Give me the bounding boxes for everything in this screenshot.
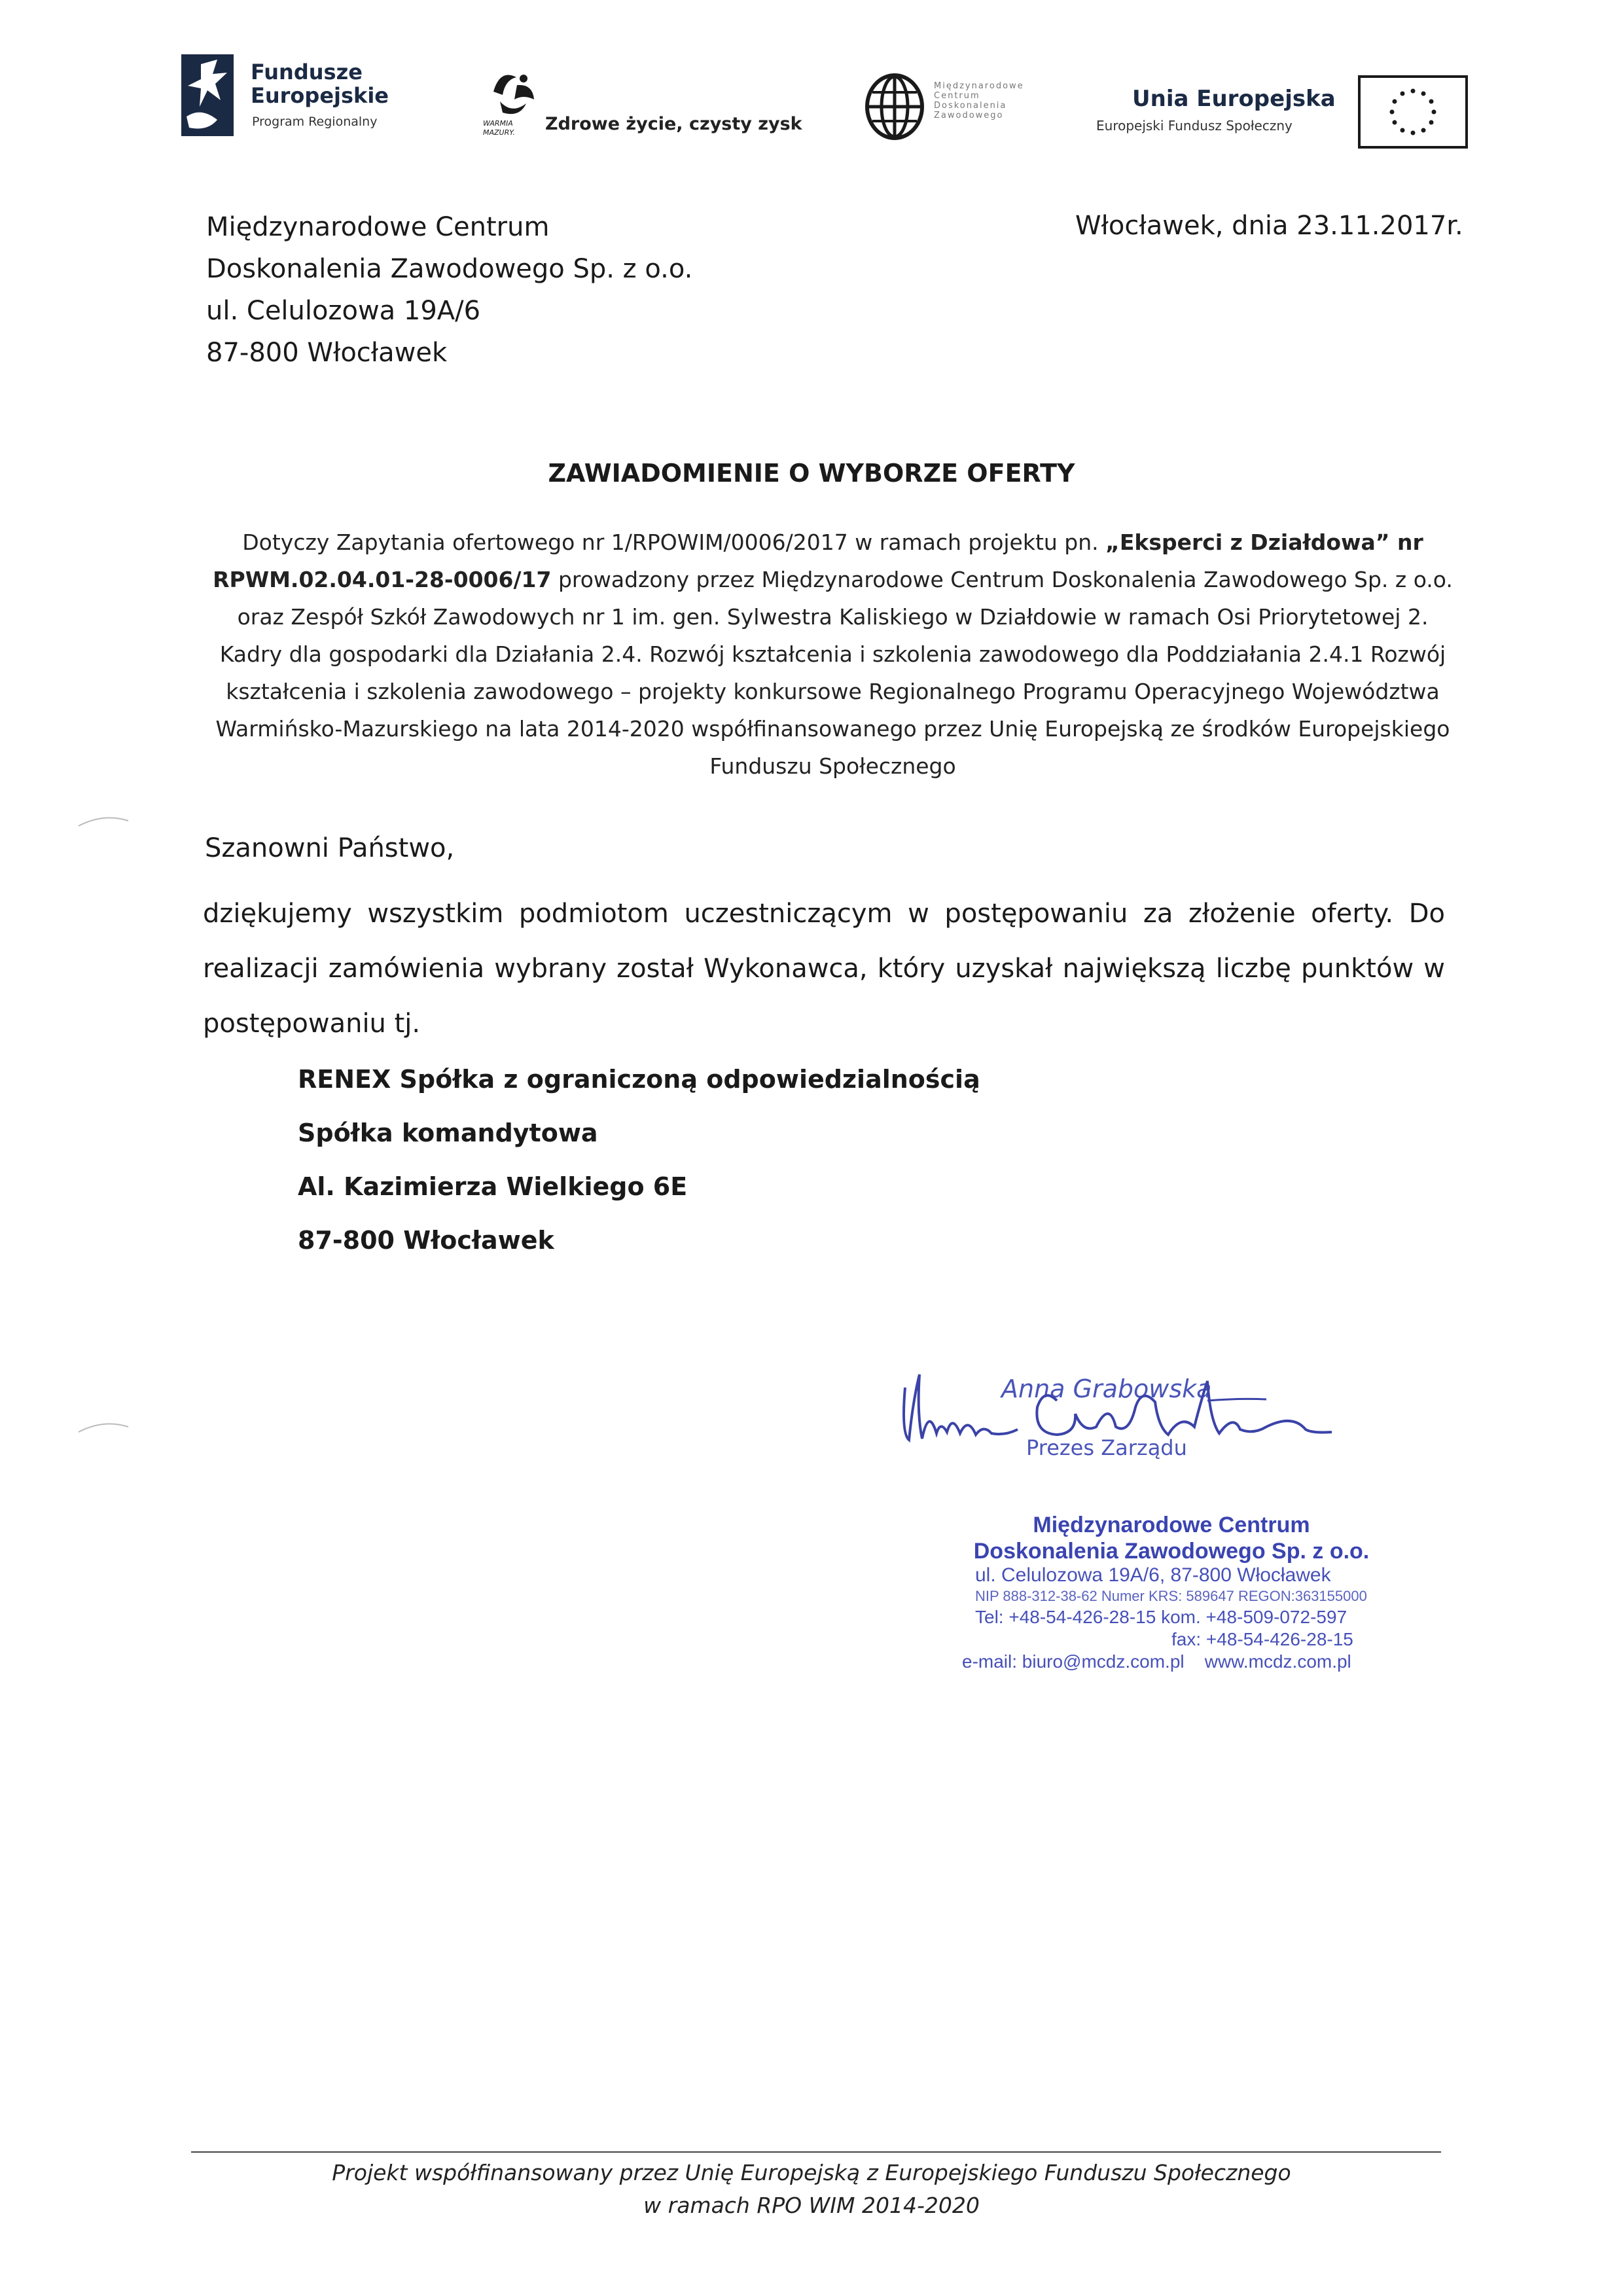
mcdz-logo-text [934,81,1024,120]
scan-mark [77,1412,130,1439]
subject-paragraph [213,524,1453,785]
footer-line: Projekt współfinansowany przez Unię Europejską z Europejskiego Funduszu Społecznego [332,2160,1291,2185]
mcdz-logo-line: Centrum [934,91,980,101]
mcdz-logo-line: Doskonalenia [934,101,1007,111]
warmia-mazury-logo-icon [480,65,543,137]
eu-logo-subtitle: Europejski Fundusz Społeczny [1096,118,1293,134]
mcdz-globe-logo-icon [865,73,925,141]
fundusze-europejskie-logo-icon [181,54,234,136]
sender-line: 87-800 Włocławek [206,338,448,368]
mcdz-logo-line: Zawodowego [934,111,1004,120]
document-title: ZAWIADOMIENIE O WYBORZE OFERTY [548,459,1075,488]
eu-logo-title: Unia Europejska [1132,86,1336,112]
fundusze-europejskie-title [251,60,389,107]
subject-text-1: Dotyczy Zapytania ofertowego nr 1/RPOWIM/0006/2017 w ramach projektu pn. [242,529,1106,555]
fe-logo-subtitle: Program Regionalny [252,115,378,129]
signatory-role: Prezes Zarządu [1026,1435,1187,1460]
selected-contractor [298,1052,980,1267]
contractor-line: Al. Kazimierza Wielkiego 6E [298,1172,688,1201]
handwritten-signature [900,1361,1345,1473]
scan-mark [77,806,130,833]
signatory-name: Anna Grabowska [1001,1374,1212,1403]
contractor-line: RENEX Spółka z ograniczoną odpowiedzialnością [298,1065,980,1094]
contractor-line: Spółka komandytowa [298,1119,598,1147]
mcdz-logo-line: Międzynarodowe [934,81,1024,91]
sender-line: Doskonalenia Zawodowego Sp. z o.o. [206,254,693,284]
sender-address [206,206,692,374]
project-name: „Eksperci z Działdowa” nr RPWM.02.04.01-28-0006/17 [213,529,1423,592]
eu-flag-icon [1358,75,1468,149]
document-date: Włocławek, dnia 23.11.2017r. [1075,211,1463,241]
warmia-mazury-tagline: Zdrowe życie, czysty zysk [545,114,802,134]
footer-note [0,2157,1623,2222]
contractor-line: 87-800 Włocławek [298,1226,554,1255]
svg-text:WARMIA: WARMIA [483,119,513,128]
stamp-line: e-mail: biuro@mcdz.com.pl www.mcdz.com.pl [962,1651,1351,1672]
fe-logo-line2: Europejskie [251,83,389,108]
stamp-line: Międzynarodowe Centrum [1033,1513,1310,1537]
sender-line: Międzynarodowe Centrum [206,212,550,242]
stamp-line: Tel: +48-54-426-28-15 kom. +48-509-072-597 [975,1607,1347,1627]
fe-logo-line1: Fundusze [251,60,363,84]
footer-divider [191,2151,1441,2153]
subject-text-2: prowadzony przez Międzynarodowe Centrum Doskonalenia Zawodowego Sp. z o.o. oraz Zespół Szkół Zawodowych nr 1 im. gen. Sylwestra Kaliskiego w Działdowie w ramach Osi Priorytetowej 2. Kadry dla gospodarki dla Działania 2.4. Rozwój kształcenia i szkolenia zawodowego dla Poddziałania 2.4.1 Rozwój kształcenia i szkolenia zawodowego – projekty konkursowe Regionalnego Programu Operacyjnego Województwa Warmińsko-Mazurskiego na lata 2014-2020 współfinansowanego przez Unię Europejską ze środków Europejskiego Funduszu Społecznego [215,567,1453,779]
footer-line: w ramach RPO WIM 2014-2020 [643,2193,980,2218]
body-paragraph: dziękujemy wszystkim podmiotom uczestniczącym w postępowaniu za złożenie oferty. Do realizacji zamówienia wybrany został Wykonawca, który uzyskał największą liczbę punktów w postępowaniu tj. [203,899,1445,1039]
company-stamp [949,1512,1394,1673]
stamp-line: ul. Celulozowa 19A/6, 87-800 Włocławek [975,1564,1331,1586]
greeting: Szanowni Państwo, [205,833,455,863]
svg-text:MAZURY.: MAZURY. [483,128,516,137]
stamp-line: fax: +48-54-426-28-15 [1171,1629,1353,1649]
sender-line: ul. Celulozowa 19A/6 [206,296,481,326]
stamp-line: Doskonalenia Zawodowego Sp. z o.o. [973,1539,1370,1564]
stamp-line: NIP 888-312-38-62 Numer KRS: 589647 REGON:363155000 [975,1588,1367,1604]
